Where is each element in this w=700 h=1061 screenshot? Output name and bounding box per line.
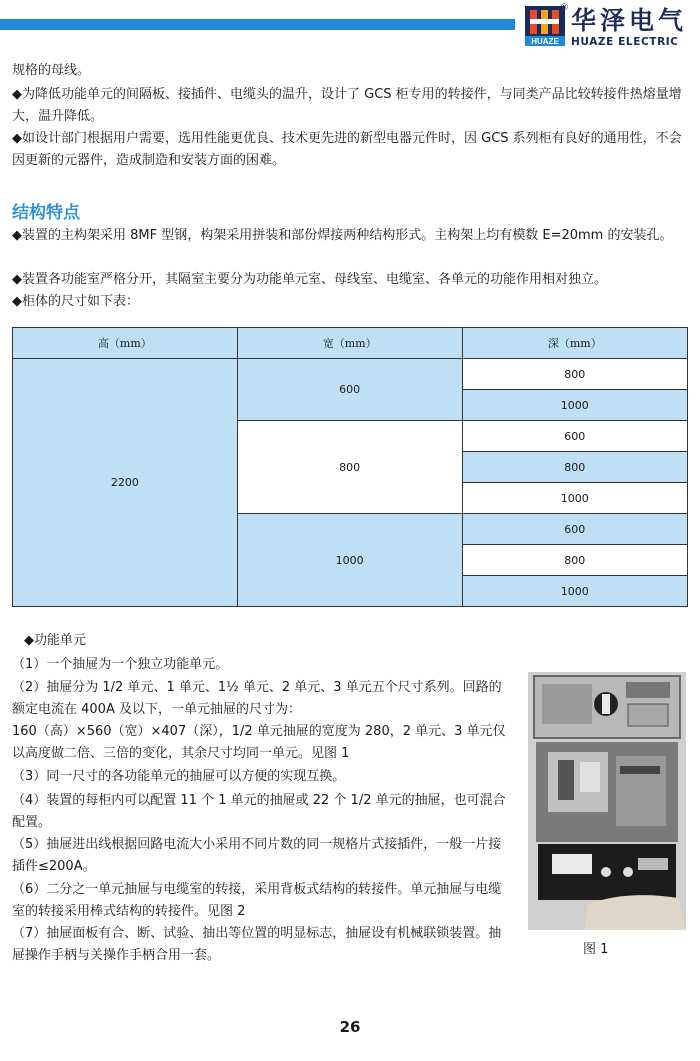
depth-cell: 1000 [462,483,687,514]
brand-name-cn: 华泽电气 [571,6,688,35]
height-cell: 2200 [13,359,238,607]
figure-1-photo [528,672,686,930]
table-header-row [13,328,688,359]
intro-line: 规格的母线。 [12,63,91,78]
intro-paragraph-2: ◆如设计部门根据用户需要，选用性能更优良、技术更先进的新型电器元件时，因 GCS 系列柜有良好的通用性，不会因更新的元器件，造成制造和安装方面的困难。 [12,131,682,168]
drawer-unit-icon [528,672,686,930]
depth-cell: 600 [462,514,687,545]
depth-cell: 800 [462,359,687,390]
functional-item-4: （4）装置的每柜内可以配置 11 个 1 单元的抽屉或 22 个 1/2 单元的抽屉，也可混合配置。 [12,793,506,830]
depth-cell: 600 [462,421,687,452]
width-cell: 1000 [237,514,462,607]
header-height: 高（mm） [13,328,238,359]
depth-cell: 1000 [462,390,687,421]
depth-cell: 800 [462,545,687,576]
width-cell: 800 [237,421,462,514]
functional-heading: ◆功能单元 [24,633,86,648]
huaze-logo-icon [525,6,565,46]
registered-mark: ® [560,3,569,13]
brand-name-en: HUAZE ELECTRIC [571,36,679,48]
width-cell: 600 [237,359,462,421]
header-bar [0,19,515,30]
structure-paragraph-2: ◆装置各功能室严格分开，其隔室主要分为功能单元室、母线室、电缆室、各单元的功能作用相对独立。 [12,272,607,287]
depth-cell: 800 [462,452,687,483]
functional-item-6: （6）二分之一单元抽屉与电缆室的转接，采用背板式结构的转接件。单元抽屉与电缆室的转接采用棒式结构的转接件。见图 2 [12,882,502,919]
structure-paragraph-3: ◆柜体的尺寸如下表： [12,294,139,309]
functional-item-2a: （2）抽屉分为 1/2 单元、1 单元、1½ 单元、2 单元、3 单元五个尺寸系列。回路的额定电流在 400A 及以下，一单元抽屉的尺寸为： [12,680,502,717]
functional-item-3: （3）同一尺寸的各功能单元的抽屉可以方便的实现互换。 [12,769,346,784]
depth-cell: 1000 [462,576,687,607]
page-number: 26 [339,1018,361,1036]
functional-item-2b: 160（高）×560（宽）×407（深），1/2 单元抽屉的宽度为 280，2 单元、3 单元仅以高度做二倍、三倍的变化，其余尺寸均同一单元。见图 1 [12,724,506,761]
functional-item-1: （1）一个抽屉为一个独立功能单元。 [12,657,229,672]
intro-paragraph-1: ◆为降低功能单元的间隔板、接插件、电缆头的温升，设计了 GCS 柜专用的转接件，与同类产品比较转接件热熔量增大，温升降低。 [12,87,682,124]
header-depth: 深（mm） [462,328,687,359]
figure-caption: 图 1 [583,942,609,957]
logo-small-text: HUAZE [531,37,559,46]
functional-item-5: （5）抽屉进出线根据回路电流大小采用不同片数的同一规格片式接插件，一般一片接插件≤200A。 [12,837,502,874]
functional-item-7: （7）抽屉面板有合、断、试验、抽出等位置的明显标志，抽屉设有机械联锁装置。抽屉操作手柄与关操作手柄合用一套。 [12,926,502,963]
table-row [13,359,688,390]
header-width: 宽（mm） [237,328,462,359]
structure-paragraph-1: ◆装置的主构架采用 8MF 型钢，构架采用拼装和部份焊接两种结构形式。主构架上均有模数 E=20mm 的安装孔。 [12,228,673,243]
brand-logo [525,3,695,48]
section-title: 结构特点 [12,203,80,223]
dimension-table [12,327,688,607]
